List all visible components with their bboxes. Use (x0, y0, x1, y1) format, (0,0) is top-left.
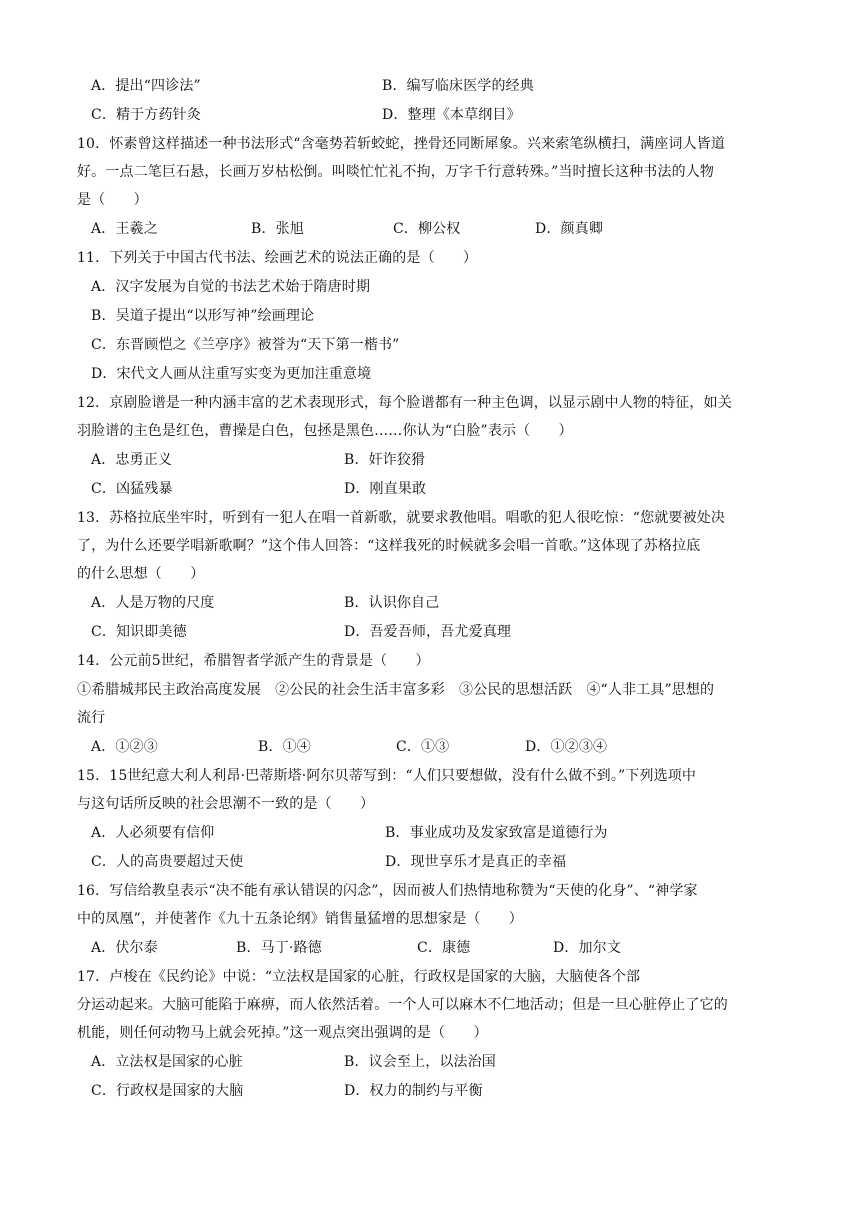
q16-option-c: C．康德 (417, 940, 471, 956)
q16-stem-line1: 16．写信给教皇表示“决不能有承认错误的闪念”，因而被人们热情地称赞为“天使的化身”、“神学家 (77, 883, 698, 899)
q12-stem-line2: 羽脸谱的主色是红色，曹操是白色，包拯是黑色……你认为“白脸”表示（ ） (77, 423, 573, 439)
q10-option-c: C．柳公权 (393, 221, 461, 237)
q15-option-b: B．事业成功及发家致富是道德行为 (385, 825, 608, 841)
q17-stem-line1: 17．卢梭在《民约论》中说：“立法权是国家的心脏，行政权是国家的大脑，大脑使各个部 (77, 969, 641, 985)
q9-option-d: D．整理《本草纲目》 (382, 107, 521, 123)
q12-option-c: C．凶猛残暴 (91, 481, 173, 497)
q17-stem-line2: 分运动起来。大脑可能陷于麻痹，而人依然活着。一个人可以麻木不仁地活动；但是一旦心脏停止了它的 (77, 997, 728, 1013)
q9-option-a: A．提出“四诊法” (91, 78, 201, 94)
q17-option-d: D．权力的制约与平衡 (344, 1083, 483, 1099)
q11-option-a: A．汉字发展为自觉的书法艺术始于隋唐时期 (91, 279, 371, 295)
q13-option-c: C．知识即美德 (91, 624, 187, 640)
q15-stem-line1: 15．15世纪意大利人利昂·巴蒂斯塔·阿尔贝蒂写到：“人们只要想做，没有什么做不到。”下列选项中 (77, 768, 697, 784)
q9-option-b: B．编写临床医学的经典 (382, 78, 534, 94)
q12-stem-line1: 12．京剧脸谱是一种内涵丰富的艺术表现形式，每个脸谱都有一种主色调，以显示剧中人物的特征，如关 (77, 395, 732, 411)
q14-option-d: D．①②③④ (525, 739, 608, 755)
q11-option-c: C．东晋顾恺之《兰亭序》被誉为“天下第一楷书” (91, 337, 400, 353)
q17-option-a: A．立法权是国家的心脏 (91, 1054, 243, 1070)
q15-option-d: D．现世享乐才是真正的幸福 (385, 854, 567, 870)
q11-option-b: B．吴道子提出“以形写神”绘画理论 (91, 308, 315, 324)
q13-stem-line3: 的什么思想（ ） (77, 566, 205, 582)
q13-stem-line1: 13．苏格拉底坐牢时，听到有一犯人在唱一首新歌，就要求教他唱。唱歌的犯人很吃惊：“您就要被处决 (77, 510, 726, 526)
q10-stem-line1: 10．怀素曾这样描述一种书法形式“含毫势若斩蛟蛇，挫骨还同断犀象。兴来索笔纵横扫，满座词人皆道 (77, 136, 726, 152)
q16-option-a: A．伏尔泰 (91, 940, 158, 956)
q14-statements-line1: ①希腊城邦民主政治高度发展 ②公民的社会生活丰富多彩 ③公民的思想活跃 ④“人非工具”思想的 (77, 682, 715, 698)
q10-option-a: A．王羲之 (91, 221, 158, 237)
q16-stem-line2: 中的凤凰”，并使著作《九十五条论纲》销售量猛增的思想家是（ ） (77, 911, 523, 927)
q12-option-b: B．奸诈狡猾 (344, 452, 426, 468)
q14-option-b: B．①④ (258, 739, 311, 755)
q16-option-d: D．加尔文 (553, 940, 621, 956)
q13-stem-line2: 了，为什么还要学唱新歌啊？”这个伟人回答：“这样我死的时候就多会唱一首歌。”这体现了苏格拉底 (77, 538, 701, 554)
q12-option-a: A．忠勇正义 (91, 452, 173, 468)
q13-option-d: D．吾爱吾师，吾尤爱真理 (344, 624, 512, 640)
q12-option-d: D．刚直果敢 (344, 481, 427, 497)
q11-stem: 11．下列关于中国古代书法、绘画艺术的说法正确的是（ ） (77, 250, 478, 266)
q14-stem: 14．公元前5世纪，希腊智者学派产生的背景是（ ） (77, 653, 430, 669)
q10-stem-line2: 好。一点二笔巨石悬，长画万岁枯松倒。叫啖忙忙礼不拘，万字千行意转殊。”当时擅长这种书法的人物 (77, 164, 715, 180)
q17-stem-line3: 机能，则任何动物马上就会死掉。”这一观点突出强调的是（ ） (77, 1025, 488, 1041)
q15-stem-line2: 与这句话所反映的社会思潮不一致的是（ ） (77, 796, 375, 812)
q16-option-b: B．马丁·路德 (236, 940, 322, 956)
q13-option-b: B．认识你自己 (344, 595, 440, 611)
q10-option-d: D．颜真卿 (535, 221, 603, 237)
q17-option-b: B．议会至上，以法治国 (344, 1054, 496, 1070)
q15-option-c: C．人的高贵要超过天使 (91, 854, 244, 870)
q10-option-b: B．张旭 (251, 221, 304, 237)
q14-statements-line2: 流行 (77, 710, 106, 726)
q9-option-c: C．精于方药针灸 (91, 107, 201, 123)
q10-stem-line3: 是（ ） (77, 192, 148, 208)
q13-option-a: A．人是万物的尺度 (91, 595, 215, 611)
q14-option-c: C．①③ (396, 739, 450, 755)
q14-option-a: A．①②③ (91, 739, 158, 755)
q15-option-a: A．人必须要有信仰 (91, 825, 215, 841)
q11-option-d: D．宋代文人画从注重写实变为更加注重意境 (91, 366, 372, 382)
q17-option-c: C．行政权是国家的大脑 (91, 1083, 244, 1099)
